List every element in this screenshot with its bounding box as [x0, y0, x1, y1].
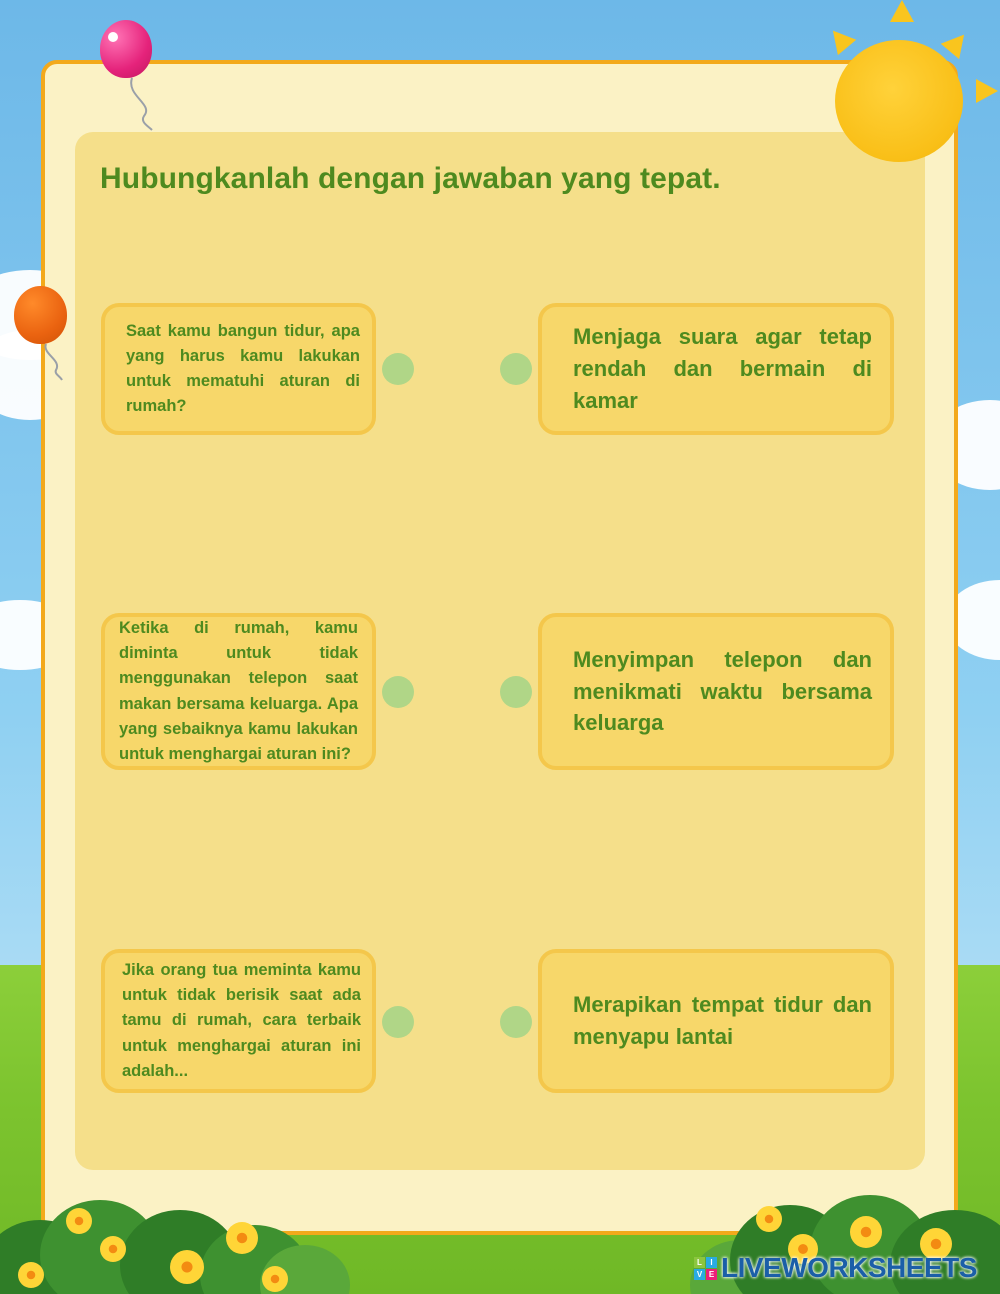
question-card-3 [101, 949, 376, 1093]
question-text-1: Saat kamu bangun tidur, apa yang harus kamu lakukan untuk mematuhi aturan di rumah? [126, 321, 360, 416]
answer-card-2 [538, 613, 894, 770]
orange-balloon-icon [14, 286, 67, 344]
flower-icon [226, 1222, 258, 1254]
question-connector-dot-3[interactable] [382, 1006, 414, 1038]
question-connector-dot-2[interactable] [382, 676, 414, 708]
balloon-string [126, 76, 158, 132]
worksheet-title: Hubungkanlah dengan jawaban yang tepat. [100, 162, 721, 195]
answer-text-1: Menjaga suara agar tetap rendah dan bermain di kamar [573, 324, 872, 413]
brand-name: LIVEWORKSHEETS [721, 1252, 977, 1283]
answer-card-3 [538, 949, 894, 1093]
answer-connector-dot-3[interactable] [500, 1006, 532, 1038]
flower-icon [170, 1250, 204, 1284]
flower-icon [756, 1206, 782, 1232]
flower-icon [850, 1216, 882, 1248]
liveworksheets-logo-icon: L I V E [694, 1257, 717, 1280]
balloon-string [40, 342, 68, 382]
sun-icon [835, 40, 963, 162]
question-connector-dot-1[interactable] [382, 353, 414, 385]
flower-icon [18, 1262, 44, 1288]
question-card-1 [101, 303, 376, 435]
sun-ray [890, 0, 914, 22]
flower-icon [262, 1266, 288, 1292]
flower-icon [66, 1208, 92, 1234]
question-text-2: Ketika di rumah, kamu diminta untuk tidak menggunakan telepon saat makan bersama keluarga. Apa yang sebaiknya kamu lakukan untuk menghargai aturan ini? [119, 618, 358, 763]
question-text-3: Jika orang tua meminta kamu untuk tidak berisik saat ada tamu di rumah, cara terbaik untuk menghargai aturan ini adalah... [122, 960, 361, 1080]
pink-balloon-icon [100, 20, 152, 78]
answer-text-3: Merapikan tempat tidur dan menyapu lantai [573, 992, 872, 1049]
flower-icon [100, 1236, 126, 1262]
answer-connector-dot-2[interactable] [500, 676, 532, 708]
liveworksheets-brand[interactable] [694, 1252, 977, 1284]
question-card-2 [101, 613, 376, 770]
answer-card-1 [538, 303, 894, 435]
sun-ray [976, 79, 998, 103]
answer-text-2: Menyimpan telepon dan menikmati waktu bersama keluarga [573, 646, 872, 736]
answer-connector-dot-1[interactable] [500, 353, 532, 385]
